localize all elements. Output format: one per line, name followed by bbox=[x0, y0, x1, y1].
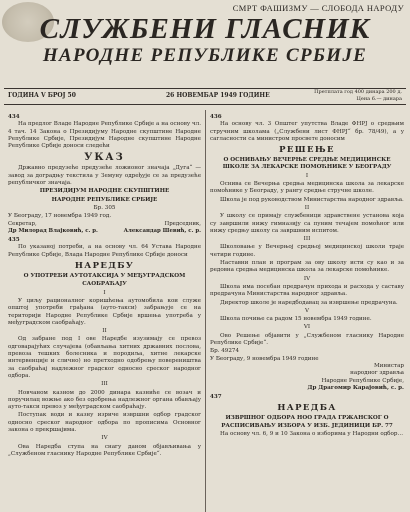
masthead bbox=[0, 14, 410, 66]
paragraph: Школа има посебан предрачун прихода и расхода у саставу предрачуна Министарства народног здравља. bbox=[210, 283, 404, 298]
signature-block bbox=[8, 221, 201, 228]
section-number: II bbox=[304, 204, 310, 211]
issue-price-box bbox=[292, 89, 402, 103]
paragraph: Од забране под I ове Наредбе изузимају се превоз одговарајућих случајева (обављања хитних државних послова, превоза тешких болесника и породиља, хитне лекарске интервенције и слично) но претходно одобрењу повереништва за саобраћај надлежног градског односно среског народног одбора. bbox=[8, 336, 201, 379]
section-number: IV bbox=[303, 275, 311, 282]
resenje-heading: РЕШЕЊЕ bbox=[279, 145, 335, 156]
item-number: 437 bbox=[210, 394, 222, 401]
place-date: У Београду, 17 новембра 1949 год. bbox=[8, 213, 112, 220]
section-number: III bbox=[101, 381, 108, 388]
presidium-line: НАРОДНЕ РЕПУБЛИКЕ СРБИЈЕ bbox=[51, 196, 158, 203]
paragraph: По указаној потреби, а на основу чл. 64 Устава Народне Републике Србије, Влада Народне Републике Србије доноси bbox=[8, 244, 201, 258]
left-column bbox=[8, 112, 201, 459]
header-rule-bottom bbox=[4, 104, 406, 105]
naredba-heading: НАРЕДБУ bbox=[74, 261, 135, 272]
issue-year: ГОДИНА V БРОЈ 50 bbox=[8, 92, 76, 99]
signature-block bbox=[8, 228, 201, 235]
subheading: САОБРАЋАЈУ bbox=[82, 281, 127, 288]
paragraph: Школа је под руководством Министарства народног здравља. bbox=[220, 196, 404, 203]
paragraph: Директор школе је наредбодавац за извршење предрачуна. bbox=[220, 299, 398, 306]
naredba-heading: НАРЕДБА bbox=[277, 403, 337, 414]
minister-line: народног здравља bbox=[350, 370, 404, 377]
signature-name: Александар Шевић, с. р. bbox=[123, 227, 201, 234]
subheading: ИЗВРШНОГ ОДБОРА НОО ГРАДА ГРЖАНСКОГ О РАСПИСИВАЊУ ИЗБОРА У ИЗБ. ЈЕДИНИЦИ БР. 77 bbox=[221, 415, 393, 429]
paragraph: У школу се примају службеници здравствене установа која су завршили нижу гимназију са пуним течајем помоћног или нижу средњу школу са завршним испитом. bbox=[210, 213, 404, 234]
minister-name: Др Драгомир Карајовић, с. р. bbox=[307, 384, 404, 391]
section-number: III bbox=[303, 236, 311, 243]
minister-line: Министар bbox=[373, 362, 404, 369]
section-number: I bbox=[305, 172, 309, 179]
reference-number: Бр. 49274 bbox=[210, 348, 240, 355]
item-number: 434 bbox=[8, 114, 20, 120]
item-number: 436 bbox=[210, 114, 222, 120]
paragraph: Ово Решење објавити у „Службеном гласнику Народне Републике Србије“. bbox=[210, 332, 404, 347]
paragraph: Поступак води и казну изриче извршни одбор градског односно среског народног одбора по прописима Основног закона о прекршајима. bbox=[8, 412, 201, 433]
gazette-subtitle: НАРОДНЕ РЕПУБЛИКЕ СРБИЈЕ bbox=[42, 45, 368, 66]
right-column bbox=[210, 112, 404, 439]
signature-role: Председник, bbox=[164, 220, 201, 227]
paragraph: Школа почиње са радом 15 новембра 1949 године. bbox=[220, 316, 372, 323]
paragraph: Новчаном казном до 2000 динара казниће се возач и поручилац вожње ако без одобрења надлежног органа обављају ауто-такси превоз у међуградском саобраћају. bbox=[8, 389, 201, 411]
paragraph: Ова Наредба ступа на снагу даном објављивања у „Службеном гласнику Народне Републике Србије“. bbox=[8, 443, 201, 457]
price: Цена 6.— динара bbox=[356, 96, 402, 102]
paragraph: У циљу рационалног коришћења аутомобила кои служе општој употреби грађана (ауто-такси) забрањује се на територији Народне Републике Србије вршења употреба у међуградском саобраћају. bbox=[8, 297, 201, 326]
signature-name: Др Милорад Влајковић, с. р. bbox=[8, 227, 98, 234]
section-number: VI bbox=[303, 324, 311, 331]
issue-date: 26 НОВЕМБАР 1949 ГОДИНЕ bbox=[166, 92, 270, 99]
reference-number: Бр. 305 bbox=[93, 204, 116, 211]
place-date: У Београду, 9 новембра 1949 године bbox=[210, 355, 319, 362]
paragraph: Оснива се Вечерња средња медицинска школа за лекарске помоћнике у Београду, у рангу средње стручне школе. bbox=[210, 181, 404, 195]
ukaz-heading: УКАЗ bbox=[84, 152, 125, 164]
paragraph: На основу чл. 3 Општег упутства Владе ФНРЈ о средњим стручним школама („Службени лист ФНРЈ“ бр. 78/49), а у сагласности са министром просвете доносим bbox=[210, 121, 404, 142]
paragraph: Наставни план и програм за ову школу исти су као и за редовна средња медицинска школа за лекарске помоћнике. bbox=[210, 260, 404, 274]
item-number: 435 bbox=[8, 237, 20, 244]
section-number: II bbox=[102, 328, 107, 335]
section-number: I bbox=[103, 289, 106, 296]
presidium-line: ПРЕЗИДИЈУМ НАРОДНЕ СКУПШТИНЕ bbox=[39, 188, 170, 195]
subheading: О УПОТРЕБИ АУТОТАКСИЈА У МЕЂУГРАДСКОМ bbox=[23, 273, 186, 280]
motto: СМРТ ФАШИЗМУ — СЛОБОДА НАРОДУ bbox=[232, 3, 404, 13]
paragraph: На предлог Владе Народне Републике Србије а на основу чл. 4 тач. 14 Закона о Президијуму Народне скупштине Народне Републике Србије, Президијум Народне скупштине Народне Републике Србије доноси следећи bbox=[8, 121, 201, 150]
paragraph: На основу чл. 6, 9 и 10 Закона о изборима у Народни одбор… bbox=[220, 430, 404, 437]
subheading: О ОСНИВАЊУ ВЕЧЕРЊЕ СРЕДЊЕ МЕДИЦИНСКЕ ШКОЛЕ ЗА ЛЕКАРСКЕ ПОМОЋНИКЕ У БЕОГРАДУ bbox=[222, 157, 392, 171]
gazette-title: СЛУЖБЕНИ ГЛАСНИК bbox=[39, 13, 371, 45]
paragraph: Државно предузеће предузеће ложионог значаја „Дуга“ — завод за доградњу текстила у Земуну одређује се за предузеће републичког значаја. bbox=[8, 165, 201, 187]
section-number: V bbox=[304, 307, 310, 314]
paragraph: Школовање у Вечерњој средњој медицинској школи траје четири године. bbox=[210, 244, 404, 258]
section-number: IV bbox=[101, 435, 108, 442]
minister-line: Народне Републике Србије, bbox=[321, 377, 404, 384]
subscription: Претплата год 400 динара 200 д. bbox=[314, 89, 402, 95]
column-separator bbox=[205, 110, 206, 512]
signature-role: Секретар, bbox=[8, 220, 37, 227]
